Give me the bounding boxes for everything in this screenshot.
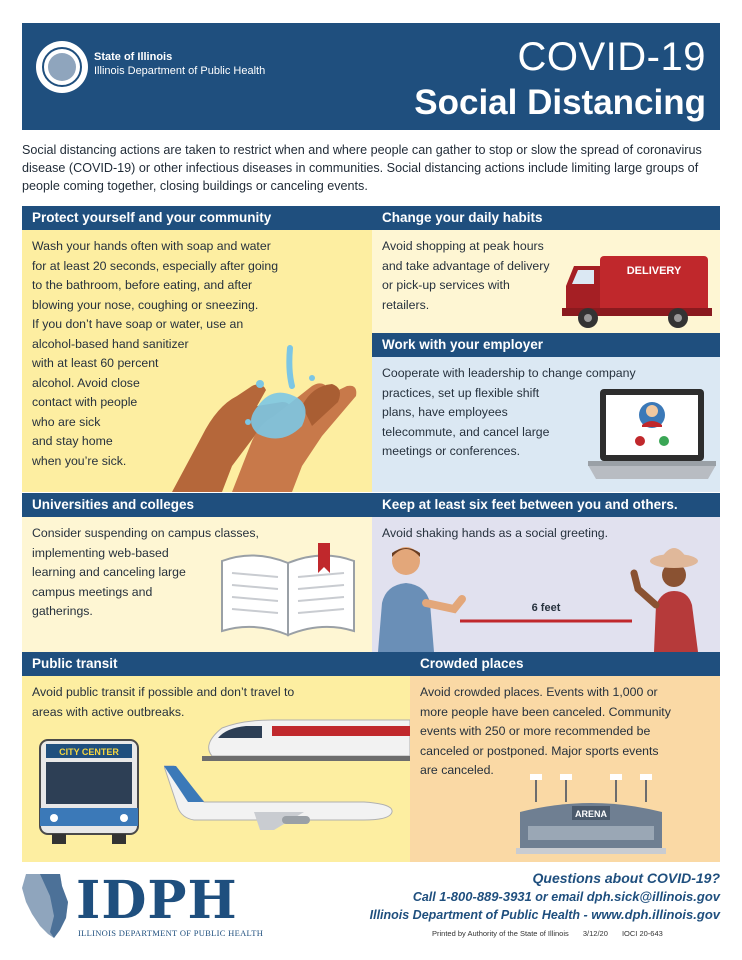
email-link[interactable]: dph.sick@illinois.gov [586,889,720,904]
text-line: Cooperate with leadership to change company [382,366,636,380]
state-label: State of Illinois [94,51,173,63]
text-line: Avoid public transit if possible and don’t travel to [32,685,295,699]
questions-heading: Questions about COVID-19? [532,870,720,886]
panel-crowded [410,652,720,862]
panel-habits-text [382,237,582,315]
panel-six-feet-title: Keep at least six feet between you and others. [372,493,720,517]
text-line: blowing your nose, coughing or sneezing. [32,297,259,312]
delivery-label: DELIVERY [626,265,682,277]
print-info [432,929,675,938]
panel-universities [22,493,372,652]
arena-label: ARENA [574,809,608,819]
department-label: Illinois Department of Public Health [94,65,266,77]
text-line: when you’re sick. [32,453,127,468]
distance-label: 6 feet [531,602,561,614]
panel-transit-title: Public transit [22,652,410,676]
text-line: alcohol-based hand sanitizer [32,336,189,351]
text-line: to the bathroom, before eating, and after [32,278,253,292]
website-line [370,906,720,924]
text-line: are canceled. [420,763,494,777]
text-line: Avoid shopping at peak hours [382,239,544,253]
text-line: who are sick [32,414,101,429]
text-line: and stay home [32,434,113,448]
panel-protect [22,206,372,492]
printed-by: Printed by Authority of the State of Illinois [432,929,569,938]
panel-six-feet [372,493,720,652]
text-line: learning and canceling large [32,565,186,579]
text-line: events with 250 or more recommended be [420,724,651,738]
panel-transit [22,652,410,862]
bus-sign: CITY CENTER [59,747,119,757]
text-line: areas with active outbreaks. [32,704,185,719]
text-line: contact with people [32,395,138,409]
text-line: with at least 60 percent [32,356,159,370]
panel-employer-title: Work with your employer [372,333,720,357]
arena-icon [516,772,666,858]
panel-habits-title: Change your daily habits [372,206,720,230]
panel-protect-title: Protect yourself and your community [22,206,372,230]
website-link[interactable]: www.dph.illinois.gov [591,907,720,922]
title-line-2: Social Distancing [414,83,706,122]
contact-block [370,868,720,924]
idph-logo [20,870,264,944]
text-line: gatherings. [32,604,93,618]
illinois-map-icon [20,872,72,940]
print-date: 3/12/20 [582,929,608,938]
panel-universities-title: Universities and colleges [22,493,372,517]
panel-crowded-title: Crowded places [410,652,720,676]
text-line: alcohol. Avoid close [32,375,140,390]
laptop-video-call-icon [588,387,716,485]
text-line: practices, set up flexible shift [382,385,540,400]
hands-washing-icon [162,326,372,492]
logo-text: IDPH [76,870,238,931]
header-banner [22,23,720,130]
website-prefix: Illinois Department of Public Health - [369,908,588,922]
text-line: Avoid crowded places. Events with 1,000 or [420,685,658,699]
text-line: retailers. [382,297,430,312]
intro-paragraph: Social distancing actions are taken to restrict when and where people can gather to stop or slow the spread of coronavirus disease (COVID-19) or other infectious diseases in communities. Social distancing actions include limiting large groups of people coming together, closing buildings or canceling events. [22,143,702,193]
illinois-seal-icon [36,41,88,93]
text-line: canceled or postponed. Major sports events [420,743,659,758]
airplane-icon [164,760,398,832]
text-line: Consider suspending on campus classes, [32,526,259,540]
two-people-distance-icon [372,543,720,652]
ioci-number: IOCI 20-643 [621,929,663,938]
delivery-truck-icon [562,252,712,330]
text-line: telecommute, and cancel large [382,424,550,439]
text-line: meetings or conferences. [382,444,521,458]
panel-habits [372,206,720,333]
text-line: plans, have employees [382,405,508,419]
panel-employer [372,333,720,492]
text-line: for at least 20 seconds, especially after going [32,258,279,273]
agency-name [94,50,265,78]
logo-subtitle: ILLINOIS DEPARTMENT OF PUBLIC HEALTH [78,928,264,938]
text-line: campus meetings and [32,584,153,599]
phone-number[interactable]: 1-800-889-3931 [439,889,532,904]
contact-line [370,888,720,906]
title-line-1: COVID-19 [517,35,706,79]
call-prefix: Call [412,890,436,904]
text-line: more people have been canceled. Community [420,704,671,719]
bus-icon [36,738,142,846]
text-line: and take advantage of delivery [382,258,550,273]
page-title [414,37,706,120]
text-line: implementing web-based [32,545,169,560]
email-prefix: or email [535,890,584,904]
text-line: Avoid shaking hands as a social greeting. [382,526,609,540]
text-line: If you don’t have soap or water, use an [32,317,244,331]
open-book-icon [218,543,358,639]
text-line: or pick-up services with [382,278,510,292]
text-line: Wash your hands often with soap and water [32,239,271,253]
panel-crowded-text [420,683,715,781]
train-icon [202,716,410,762]
panel-six-feet-text [382,524,702,544]
